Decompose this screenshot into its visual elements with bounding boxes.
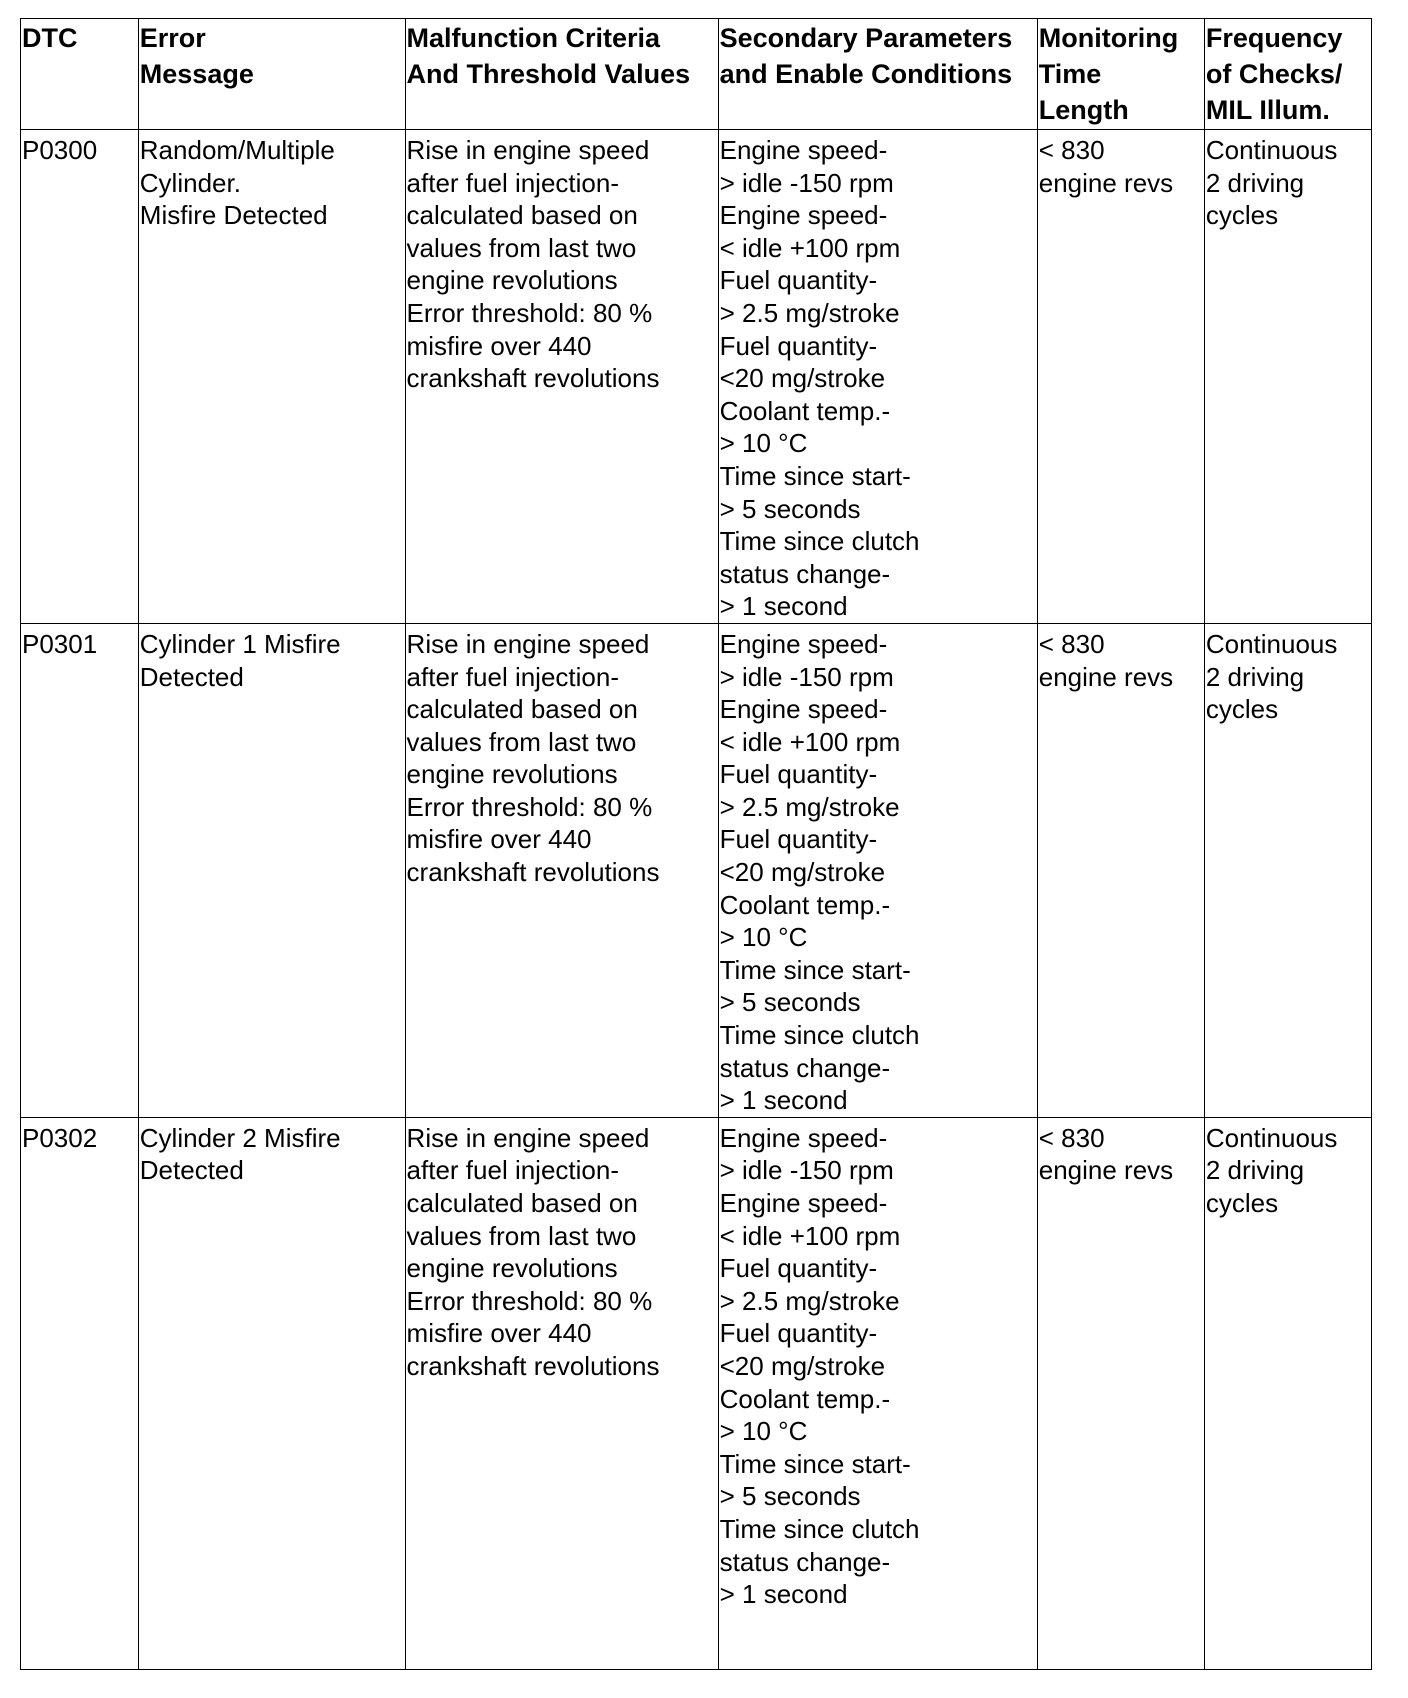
header-secondary-parameters — [718, 19, 1037, 130]
cell-line: < idle +100 rpm — [719, 726, 901, 757]
cell-line: <20 mg/stroke — [719, 857, 886, 888]
cell-line: 2 driving — [1205, 167, 1305, 198]
cell-line: > 2.5 mg/stroke — [719, 791, 900, 822]
cell-line: > 1 second — [719, 591, 848, 622]
cell-line: Coolant temp.- — [719, 395, 891, 426]
cell-line: Error threshold: 80 % — [406, 297, 653, 328]
cell-line: status change- — [719, 1052, 891, 1083]
cell-line: crankshaft revolutions — [406, 363, 660, 394]
cell-line: status change- — [719, 558, 891, 589]
cell-line: values from last two — [406, 726, 637, 757]
cell-line: Continuous — [1205, 1122, 1338, 1153]
cell-dtc — [21, 1117, 139, 1669]
cell-enable-conditions — [718, 623, 1037, 1117]
header-line: Message — [139, 59, 254, 89]
cell-line: Engine speed- — [719, 200, 888, 231]
cell-malfunction-criteria — [405, 1117, 718, 1669]
cell-line: Fuel quantity- — [719, 1318, 878, 1349]
cell-line: <20 mg/stroke — [719, 1350, 886, 1381]
cell-line: engine revolutions — [406, 1253, 618, 1284]
cell-line: <20 mg/stroke — [719, 363, 886, 394]
cell-line: Error threshold: 80 % — [406, 791, 653, 822]
cell-line: < idle +100 rpm — [719, 232, 901, 263]
cell-line: < 830 — [1038, 135, 1105, 165]
cell-line: Cylinder. — [139, 167, 241, 198]
cell-line: Time since start- — [719, 460, 911, 491]
cell-line: > idle -150 rpm — [719, 167, 894, 198]
cell-error-message — [138, 623, 405, 1117]
cell-line: engine revolutions — [406, 759, 618, 790]
header-line: Malfunction Criteria — [406, 23, 661, 53]
header-line: Monitoring — [1038, 23, 1179, 53]
cell-error-message — [138, 1117, 405, 1669]
header-line: Time — [1038, 59, 1102, 89]
header-line: DTC — [22, 23, 78, 53]
cell-line: engine revs — [1038, 661, 1174, 692]
cell-line: crankshaft revolutions — [406, 857, 660, 888]
cell-line: after fuel injection- — [406, 661, 619, 692]
cell-line: engine revs — [1038, 1155, 1174, 1186]
cell-line: > 1 second — [719, 1579, 848, 1610]
cell-line: calculated based on — [406, 200, 638, 231]
cell-line: 2 driving — [1205, 661, 1305, 692]
cell-line: misfire over 440 — [406, 330, 592, 361]
cell-line: > 10 °C — [719, 428, 808, 459]
cell-line: Cylinder 2 Misfire — [139, 1122, 341, 1153]
header-dtc — [21, 19, 139, 130]
cell-line: Time since clutch — [719, 526, 920, 557]
cell-line: Error threshold: 80 % — [406, 1285, 653, 1316]
cell-line: cycles — [1205, 200, 1279, 231]
cell-line: Fuel quantity- — [719, 824, 878, 855]
cell-line: > 5 seconds — [719, 493, 861, 524]
cell-line: < 830 — [1038, 628, 1105, 659]
cell-line: > idle -150 rpm — [719, 1155, 894, 1186]
cell-line: Detected — [139, 661, 244, 692]
cell-line: Fuel quantity- — [719, 330, 878, 361]
cell-line: engine revolutions — [406, 265, 618, 296]
cell-frequency — [1204, 130, 1371, 624]
cell-line: cycles — [1205, 1188, 1279, 1218]
cell-monitoring-time — [1037, 130, 1204, 624]
cell-malfunction-criteria — [405, 623, 718, 1117]
cell-line: Coolant temp.- — [719, 1383, 891, 1414]
cell-line: Rise in engine speed — [406, 1122, 650, 1153]
cell-line: Random/Multiple — [139, 135, 335, 165]
cell-line: Time since start- — [719, 954, 911, 985]
header-malfunction-criteria — [405, 19, 718, 130]
cell-line: after fuel injection- — [406, 1155, 619, 1186]
cell-line: > 10 °C — [719, 1416, 808, 1447]
header-monitoring-time — [1037, 19, 1204, 130]
cell-line: misfire over 440 — [406, 1318, 592, 1349]
cell-line: P0301 — [22, 628, 98, 659]
header-frequency — [1204, 19, 1371, 130]
cell-line: status change- — [719, 1546, 891, 1577]
cell-frequency — [1204, 1117, 1371, 1669]
cell-dtc — [21, 130, 139, 624]
cell-line: calculated based on — [406, 694, 638, 725]
table-row — [21, 623, 1372, 1117]
cell-enable-conditions — [718, 1117, 1037, 1669]
header-line: Secondary Parameters — [719, 23, 1013, 53]
cell-line: Detected — [139, 1155, 244, 1186]
cell-line: Fuel quantity- — [719, 1253, 878, 1284]
cell-line: values from last two — [406, 1220, 637, 1251]
cell-line: P0302 — [22, 1122, 98, 1153]
cell-dtc — [21, 623, 139, 1117]
cell-line: Rise in engine speed — [406, 135, 650, 165]
cell-line: > 5 seconds — [719, 987, 861, 1018]
cell-line: Engine speed- — [719, 694, 888, 725]
cell-line: < 830 — [1038, 1122, 1105, 1153]
cell-line: after fuel injection- — [406, 167, 619, 198]
cell-line: Misfire Detected — [139, 200, 328, 231]
cell-line: > 2.5 mg/stroke — [719, 297, 900, 328]
header-line: And Threshold Values — [406, 59, 691, 89]
cell-line: Engine speed- — [719, 1188, 888, 1218]
header-line: Frequency — [1205, 23, 1343, 53]
cell-line: > 5 seconds — [719, 1481, 861, 1512]
table-row — [21, 1117, 1372, 1669]
cell-monitoring-time — [1037, 623, 1204, 1117]
cell-line: Time since clutch — [719, 1020, 920, 1051]
cell-line: Continuous — [1205, 135, 1338, 165]
cell-line: Coolant temp.- — [719, 889, 891, 920]
cell-line: Fuel quantity- — [719, 265, 878, 296]
cell-line: engine revs — [1038, 167, 1174, 198]
cell-line: misfire over 440 — [406, 824, 592, 855]
header-line: MIL Illum. — [1205, 95, 1330, 125]
cell-line: Engine speed- — [719, 628, 888, 659]
cell-error-message — [138, 130, 405, 624]
cell-line: crankshaft revolutions — [406, 1350, 660, 1381]
cell-line: values from last two — [406, 232, 637, 263]
cell-line: > 10 °C — [719, 922, 808, 953]
cell-monitoring-time — [1037, 1117, 1204, 1669]
cell-enable-conditions — [718, 130, 1037, 624]
cell-line: > 1 second — [719, 1085, 848, 1116]
cell-line: Cylinder 1 Misfire — [139, 628, 341, 659]
cell-line: 2 driving — [1205, 1155, 1305, 1186]
table-row — [21, 130, 1372, 624]
cell-frequency — [1204, 623, 1371, 1117]
cell-line: Engine speed- — [719, 135, 888, 165]
cell-line: P0300 — [22, 135, 98, 165]
header-line: and Enable Conditions — [719, 59, 1013, 89]
cell-line: Fuel quantity- — [719, 759, 878, 790]
cell-line: Continuous — [1205, 628, 1338, 659]
cell-line: Rise in engine speed — [406, 628, 650, 659]
cell-malfunction-criteria — [405, 130, 718, 624]
cell-line: Engine speed- — [719, 1122, 888, 1153]
cell-line: > 2.5 mg/stroke — [719, 1285, 900, 1316]
cell-line: cycles — [1205, 694, 1279, 725]
header-error-message — [138, 19, 405, 130]
header-line: Length — [1038, 95, 1129, 125]
cell-line: Time since start- — [719, 1448, 911, 1479]
cell-line: calculated based on — [406, 1188, 638, 1218]
header-line: of Checks/ — [1205, 59, 1343, 89]
header-line: Error — [139, 23, 206, 53]
header-row — [21, 19, 1372, 130]
cell-line: < idle +100 rpm — [719, 1220, 901, 1251]
dtc-spec-table — [20, 18, 1372, 1670]
cell-line: > idle -150 rpm — [719, 661, 894, 692]
cell-line: Time since clutch — [719, 1513, 920, 1544]
table-body — [21, 130, 1372, 1670]
